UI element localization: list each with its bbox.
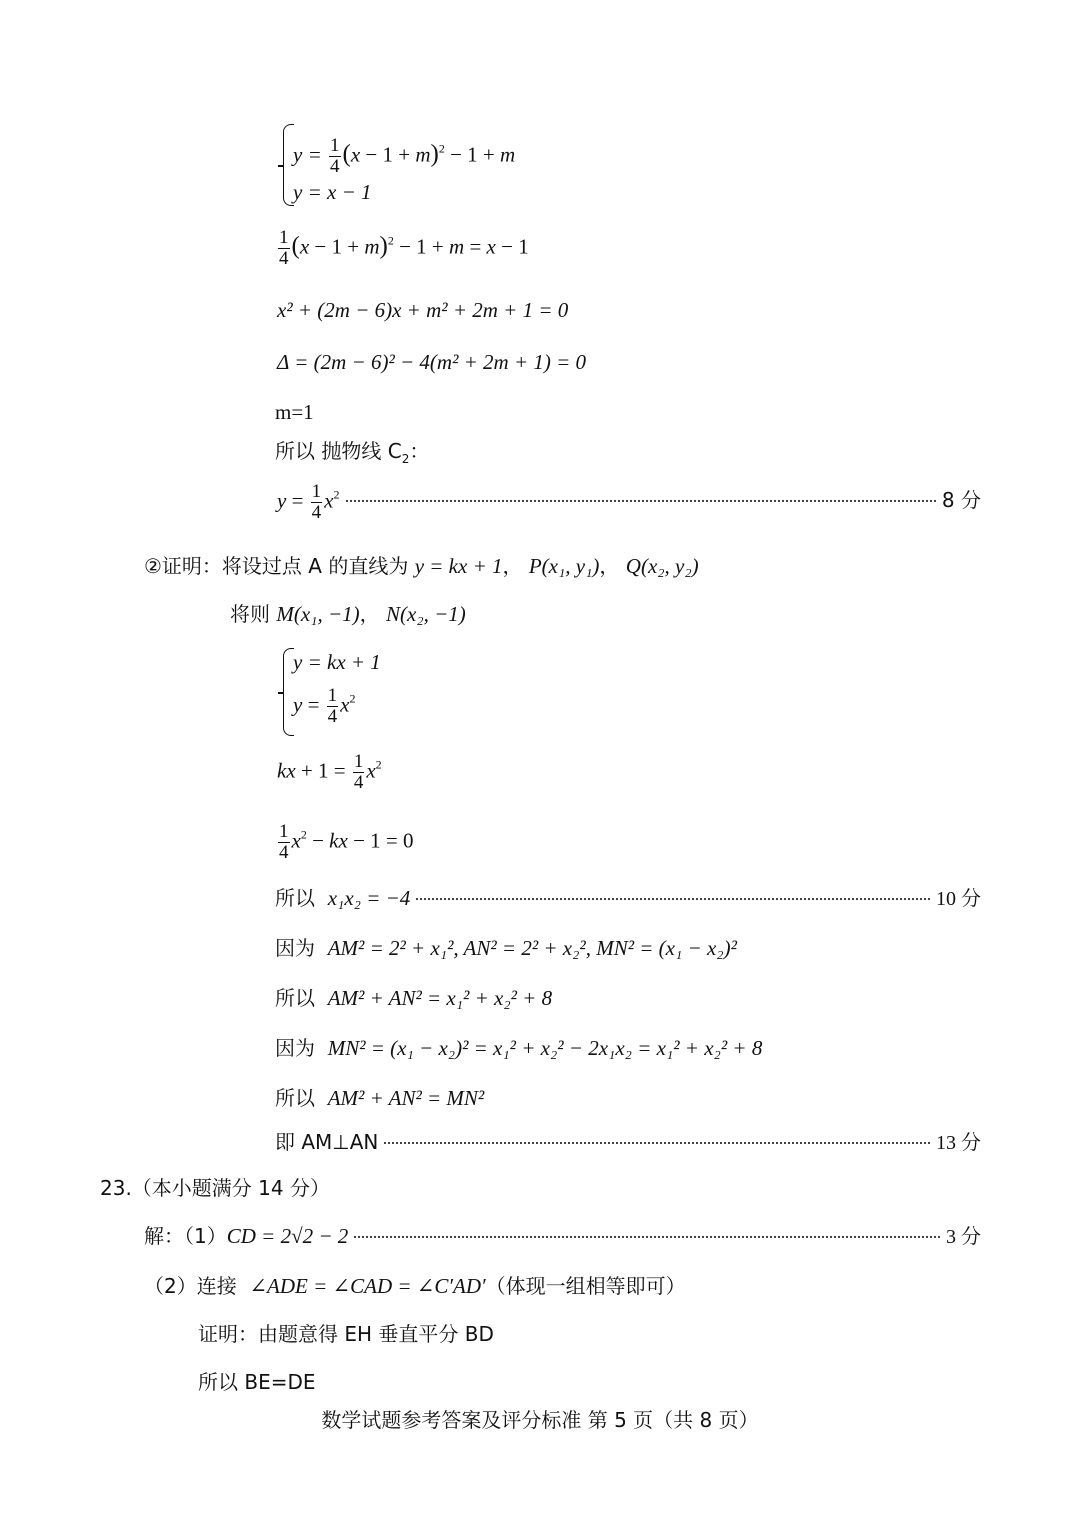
- part2-line: （2）连接 ∠ADE = ∠CAD = ∠C′AD′（体现一组相等即可）: [144, 1274, 686, 1298]
- page-footer: 数学试题参考答案及评分标准 第 5 页（共 8 页）: [321, 1408, 759, 1432]
- equation: $\frac{1}{4}$ $(x - 1 + m)^2 - 1 + m = x - 1$: [279, 227, 529, 269]
- score: 3 分: [946, 1226, 981, 1248]
- score: 8 分: [941, 488, 981, 513]
- equation: y = kx + 1: [293, 650, 381, 674]
- score-line: 即 AM⊥AN 13 分: [275, 1130, 981, 1154]
- equation: y = $\frac{1}{4}$ $x^2$: [277, 481, 340, 523]
- equation: $\frac{1}{4}$ $x^2$ − kx − 1 = 0: [279, 821, 414, 863]
- equation: y = $\frac{1}{4}$ $x^2$: [293, 685, 356, 727]
- equation: y = x − 1: [293, 180, 372, 204]
- equation: y = $\frac{1}{4}$ $(x - 1 + m)^2 - 1 + m$: [293, 135, 516, 177]
- score: 13 分: [936, 1132, 981, 1154]
- score-line: 解：（1） CD = 2√2 − 2 3 分: [144, 1224, 981, 1248]
- equation: x² + (2m − 6)x + m² + 2m + 1 = 0: [277, 298, 569, 322]
- mn-points: 将则 M(x₁, −1)， N(x₂, −1): [230, 602, 466, 626]
- proof-intro: ②证明：将设过点 A 的直线为 y = kx + 1， P(x₁, y₁)， Q(x₂, y₂): [144, 554, 699, 578]
- proof-line: 所以 BE=DE: [198, 1370, 316, 1394]
- parabola-intro: 所以 抛物线 $C_2$：: [275, 439, 430, 466]
- score: 10 分: [936, 888, 981, 910]
- so-line: 所以 AM² + AN² = x₁² + x₂² + 8: [275, 986, 553, 1010]
- proof-line: 证明：由题意得 EH 垂直平分 BD: [198, 1322, 494, 1346]
- so-line: 所以 AM² + AN² = MN²: [275, 1086, 485, 1110]
- equation: kx + 1 = $\frac{1}{4}$ $x^2$: [277, 751, 382, 793]
- because-line: 因为 AM² = 2² + x₁², AN² = 2² + x₂², MN² = (x₁ − x₂)²: [275, 936, 737, 960]
- score-line: 所以 x₁x₂ = −4 10 分: [275, 886, 981, 910]
- equation: Δ = (2m − 6)² − 4(m² + 2m + 1) = 0: [277, 350, 587, 374]
- because-line: 因为 MN² = (x₁ − x₂)² = x₁² + x₂² − 2x₁x₂ = x₁² + x₂² + 8: [275, 1036, 763, 1060]
- m-value: m=1: [275, 400, 314, 424]
- score-line: [277, 482, 981, 523]
- question-title: 23.（本小题满分 14 分）: [100, 1176, 330, 1200]
